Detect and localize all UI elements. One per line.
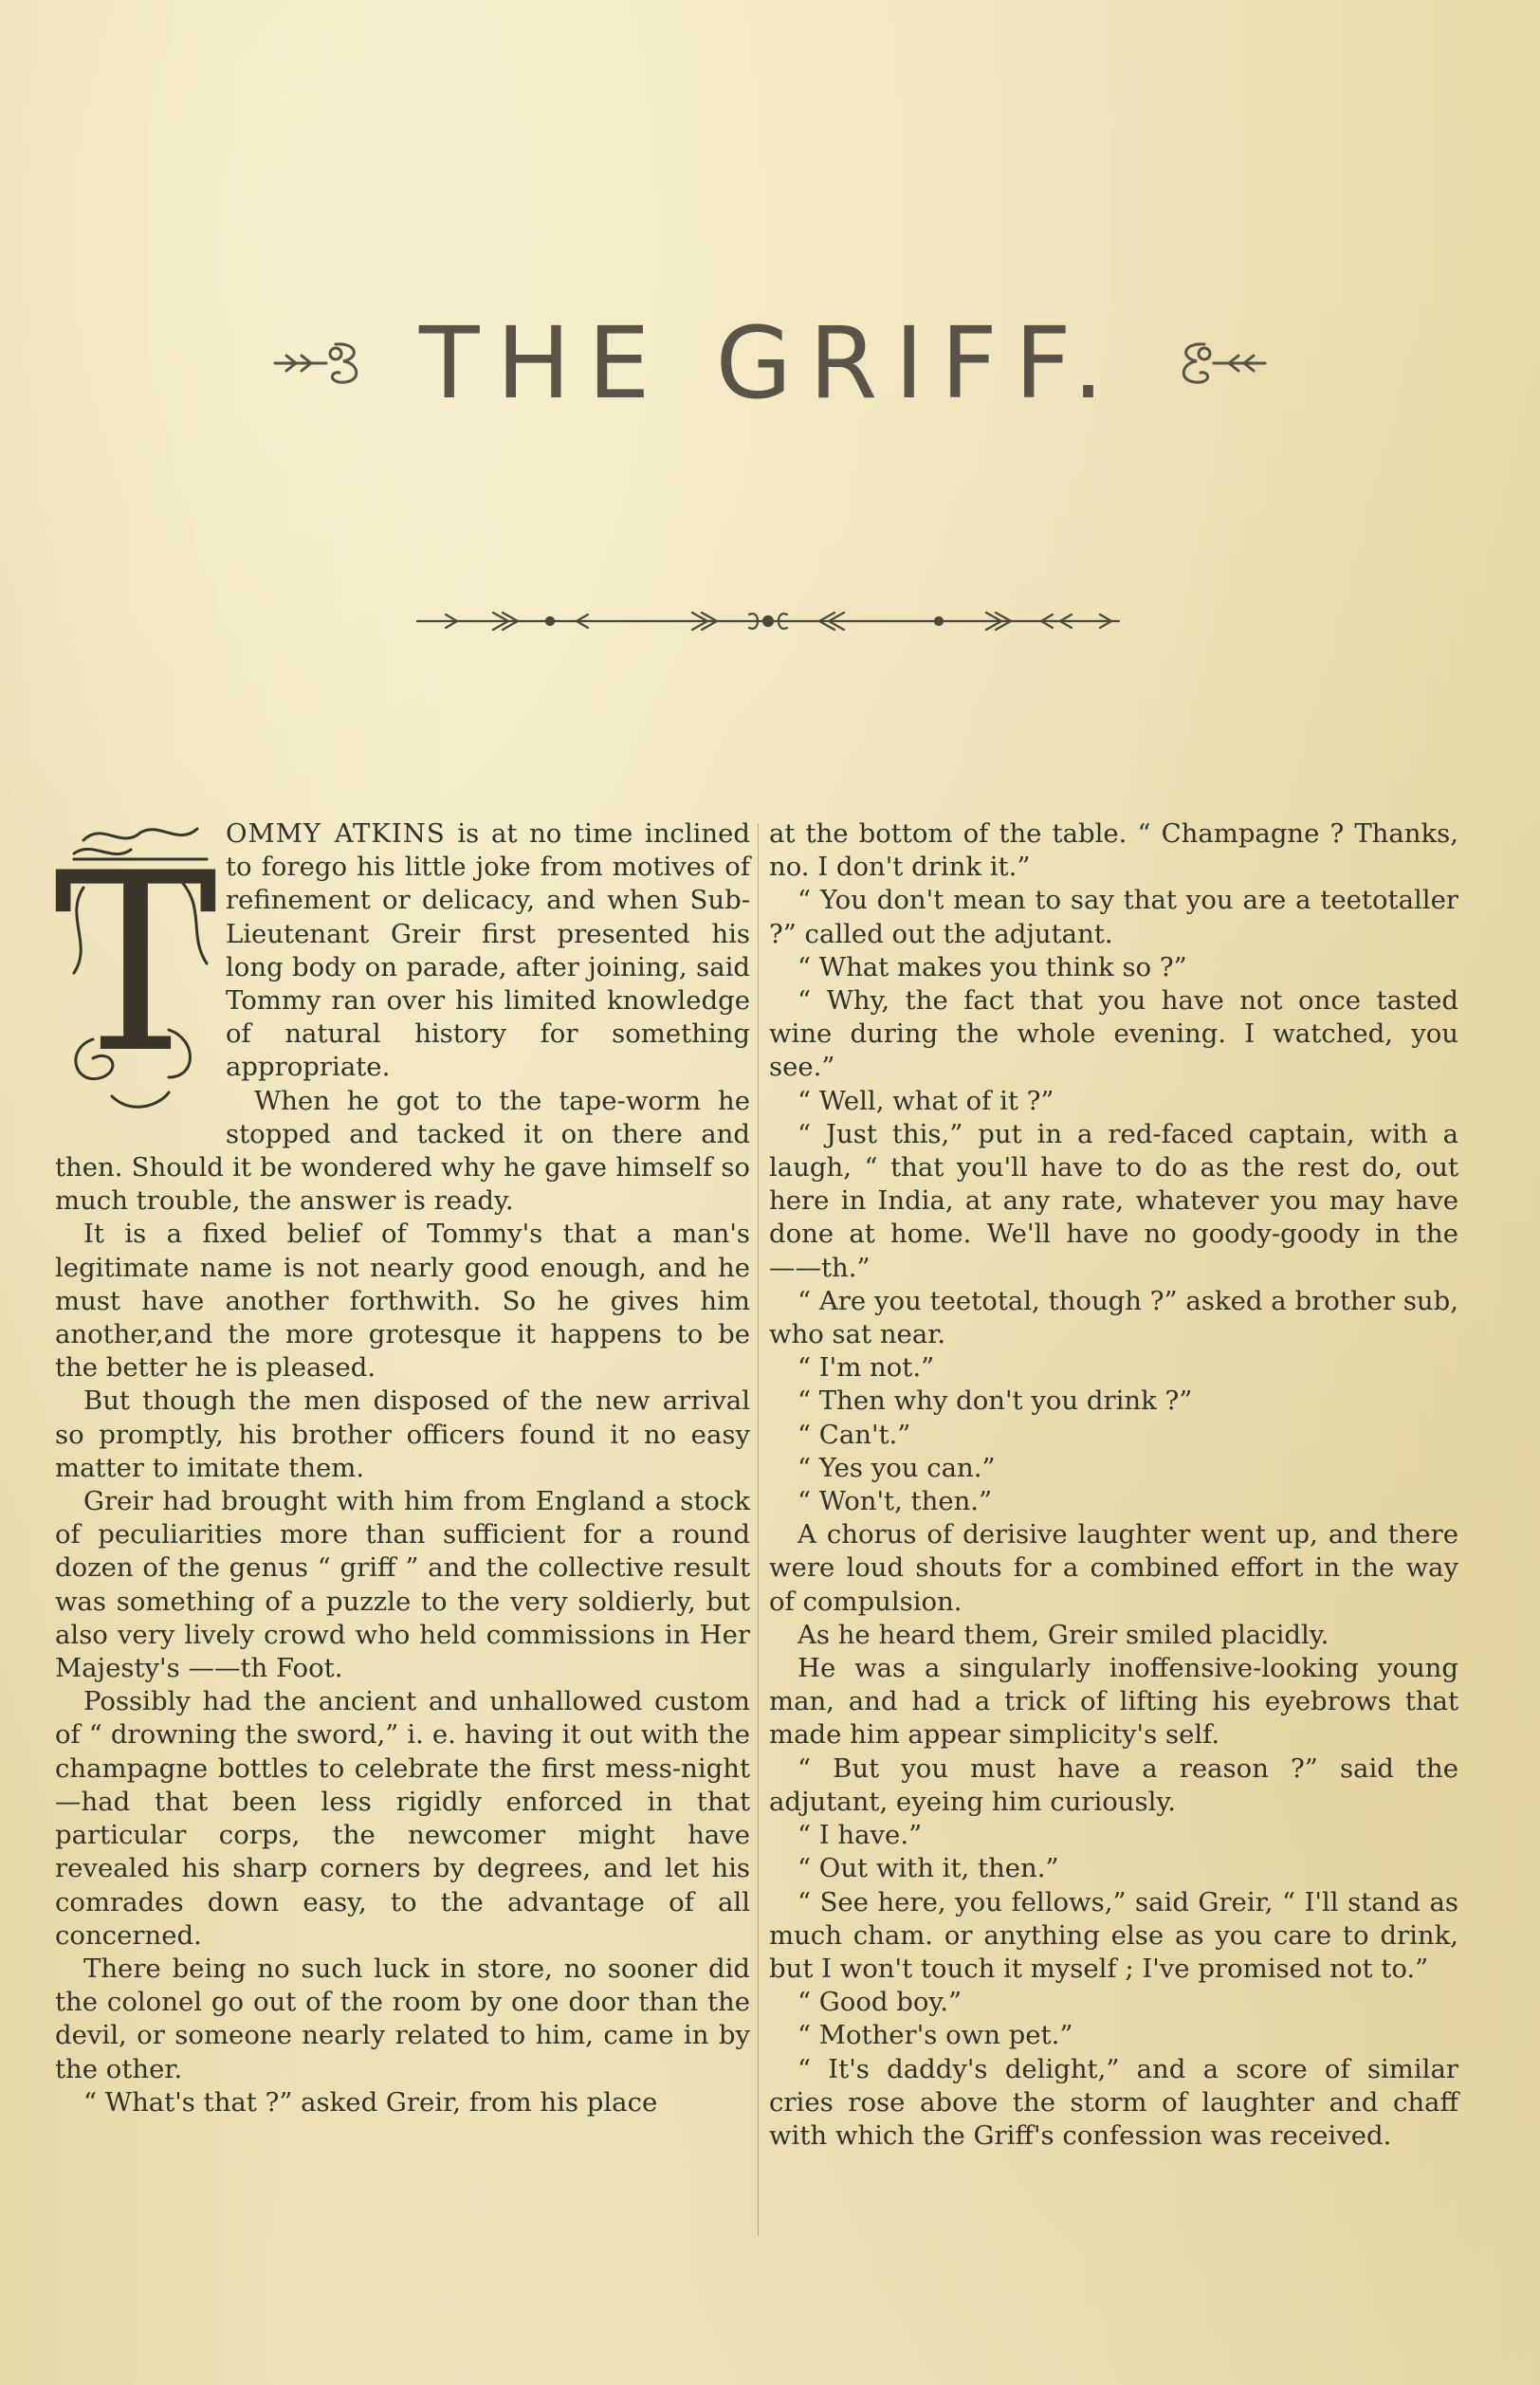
paragraph: He was a singularly inoffensive-looking young man, and had a trick of lifting his eyebrows that made him appear simplicity's self. [769,1653,1458,1751]
opening-paragraph [55,817,751,1108]
paragraph: A chorus of derisive laughter went up, and there were loud shouts for a combined effort in the way of compulsion. [769,1519,1458,1617]
ornamental-rule [408,607,1128,635]
paragraph: “ What's that ?” asked Greir, from his place [83,2086,658,2118]
drop-cap [55,821,216,1123]
drop-cap-letter: T [55,821,216,1108]
paragraph: “ What makes you think so ?” [798,951,1187,982]
paragraph: Possibly had the ancient and unhallowed custom of “ drowning the sword,” i. e. having it out with the champagne bottles to celebrate the first mess-night—had that been less rigidly enforced in that particular corps, the newcomer might have revealed his sharp corners by degrees, and let his comrades down easy, to the advantage of all concerned. [55,1686,750,1951]
paragraph: As he heard them, Greir smiled placidly. [798,1619,1329,1650]
paragraph: “ Out with it, then.” [798,1853,1059,1884]
paragraph: “ I have.” [798,1820,923,1851]
paragraph: “ You don't mean to say that you are a teetotaller ?” called out the adjutant. [769,885,1458,949]
opening-caps: OMMY ATKINS [226,818,446,849]
paragraph: “ Well, what of it ?” [798,1085,1054,1116]
paragraph: “ Mother's own pet.” [798,2020,1073,2051]
chapter-heading [0,302,1540,425]
left-flourish-icon [269,335,383,392]
column-divider [758,823,759,2236]
paragraph: “ Can't.” [798,1419,911,1450]
paragraph: “ Won't, then.” [798,1486,993,1517]
chapter-title: THE GRIFF. [418,305,1121,421]
paragraph: “ Why, the fact that you have not once tasted wine during the whole evening. I watched, you see.” [769,985,1458,1083]
paragraph: “ But you must have a reason ?” said the adjutant, eyeing him curiously. [769,1752,1458,1817]
paragraph-text: is at no time inclined to forego his little joke from motives of refinement or delicacy, and when Sub-Lieutenant Greir first presented his long body on parade, after joining, said Tommy ran over his limited knowledge of natural history for something appropriate. [226,818,751,1083]
paragraph: “ It's daddy's delight,” and a score of similar cries rose above the storm of laughter and chaff with which the Griff's confession was received. [769,2053,1458,2151]
paragraph: But though the men disposed of the new arrival so promptly, his brother officers found it no easy matter to imitate them. [55,1385,750,1483]
paragraph: “ I'm not.” [798,1352,935,1384]
paragraph: It is a fixed belief of Tommy's that a man's legitimate name is not nearly good enough, and he must have another forthwith. So he gives him another,and the more grotesque it happens to be the better he is pleased. [55,1219,750,1384]
paragraph: When he got to the tape-worm he stopped and tacked it on there and then. Should it be wondered why he gave himself so much trouble, the answer is ready. [55,1085,750,1217]
paragraph: There being no such luck in store, no sooner did the colonel go out of the room by one door than the devil, or someone nearly related to him, came in by the other. [55,1953,750,2084]
drop-cap-ornament-icon [55,821,216,1123]
paragraph: “ Good boy.” [798,1987,962,2018]
paragraph: “ Yes you can.” [798,1452,996,1483]
right-column [769,817,1458,2153]
paragraph: “ Then why don't you drink ?” [798,1385,1193,1417]
paragraph: “ Just this,” put in a red-faced captain, with a laugh, “ that you'll have to do as the rest do, out here in India, at any rate, whatever you may have done at home. We'll have no goody-goody in the ——th.” [769,1118,1458,1283]
paragraph: “ See here, you fellows,” said Greir, “ I'll stand as much cham. or anything else as you care to drink, but I won't touch it myself ; I've promised not to.” [769,1886,1458,1984]
paragraph: at the bottom of the table. “ Champagne ? Thanks, no. I don't drink it.” [769,818,1458,883]
right-flourish-icon [1157,335,1271,392]
left-column [55,817,750,2119]
paragraph: Greir had brought with him from England a stock of peculiarities more than sufficient for a round dozen of the genus “ griff ” and the collective result was something of a puzzle to the very soldierly, but also very lively crowd who held commissions in Her Majesty's ——th Foot. [55,1486,750,1684]
paragraph: “ Are you teetotal, though ?” asked a brother sub, who sat near. [769,1285,1458,1350]
